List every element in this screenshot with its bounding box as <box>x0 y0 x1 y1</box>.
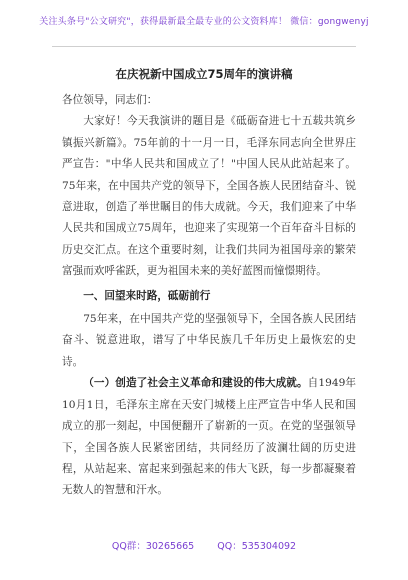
salutation: 各位领导，同志们： <box>62 94 158 106</box>
section-1-heading: 一、回望来时路，砥砺前行 <box>83 289 211 302</box>
footer-qq-group: QQ群：30265665 <box>111 541 195 552</box>
page-footer <box>0 538 408 552</box>
page-header-notice: 关注头条号"公文研究"，获得最新最全最专业的公文资料库！ 微信：gongwenyj <box>39 17 369 27</box>
subsection-1-paragraph <box>62 373 356 501</box>
section-1-paragraph: 75年来，在中国共产党的坚强领导下，全国各族人民团结奋斗、锐意进取，谱写了中华民族几千年历史上最恢宏的史诗。 <box>62 313 356 368</box>
header-divider <box>52 46 356 47</box>
footer-qq: QQ：535304092 <box>217 541 297 552</box>
document-title: 在庆祝新中国成立75周年的演讲稿 <box>115 67 293 81</box>
subsection-1-heading: （一）创造了社会主义革命和建设的伟大成就。 <box>83 377 308 390</box>
subsection-1-text: 自1949年10月1日，毛泽东主席在天安门城楼上庄严宣告中华人民和国成立的那一刻起，中国便翻开了崭新的一页。在党的坚强领导下，全国各族人民紧密团结，共同经历了波澜壮阔的历史进程，从站起来、富起来到强起来的伟大飞跃，每一步都凝聚着无数人的智慧和汗水。 <box>62 377 356 497</box>
document-body <box>62 90 356 502</box>
intro-paragraph: 大家好！今天我演讲的题目是《砥砺奋进七十五载共筑乡镇振兴新篇》。75年前的十一月一日，毛泽东同志向全世界庄严宣告："中华人民共和国成立了！"中国人民从此站起来了。75年来，在中国共产党的领导下，全国各族人民团结奋斗、锐意进取，创造了举世瞩目的伟大成就。今天，我们迎来了中华人民共和国成立75周年，也迎来了实现第一个百年奋斗目标的历史交汇点。在这个重要时刻，让我们共同为祖国母亲的繁荣富强而欢呼雀跃，更为祖国未来的美好蓝图而憧憬期待。 <box>62 115 356 278</box>
